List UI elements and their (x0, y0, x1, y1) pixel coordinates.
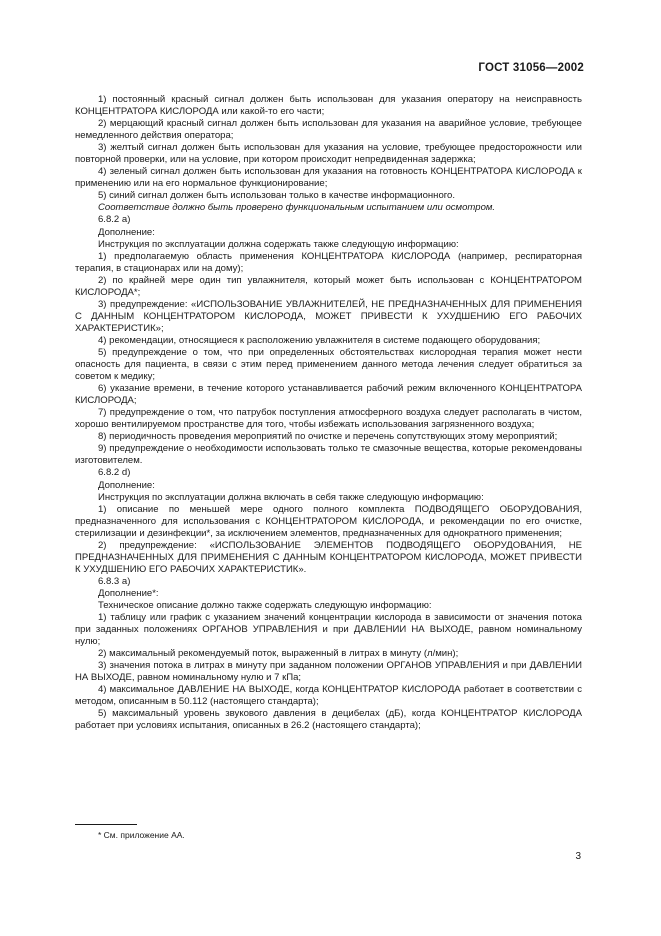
section-number: 6.8.2 d) (98, 467, 131, 479)
list-item: 4) максимальное ДАВЛЕНИЕ НА ВЫХОДЕ, когда КОНЦЕНТРАТОР КИСЛОРОДА работает в соответствии с методом, описанным в 50.112 (настоящего стандарта); (75, 684, 582, 708)
section-subheading: Дополнение: (98, 226, 155, 238)
list-item: 4) зеленый сигнал должен быть использован для указания на готовность КОНЦЕНТРАТОРА КИСЛОРОДА к применению или на его нормальное функционирование; (75, 166, 582, 190)
section-intro: Техническое описание должно также содержать следующую информацию: (98, 599, 432, 611)
list-item: 1) предполагаемую область применения КОНЦЕНТРАТОРА КИСЛОРОДА (например, респираторная терапия, в стационарах или на дому); (75, 250, 582, 274)
section-number: 6.8.2 а) (98, 214, 131, 226)
list-item: 1) постоянный красный сигнал должен быть использован для указания оператору на неисправность КОНЦЕНТРАТОРА КИСЛОРОДА или какой-то его части; (75, 94, 582, 118)
list-item: 1) описание по меньшей мере одного полного комплекта ПОДВОДЯЩЕГО ОБОРУДОВАНИЯ, предназначенного для использования с КОНЦЕНТРАТОРОМ КИСЛОРОДА, и рекомендации по его очистке, стерилизации и дезинфекции*, за исключением элементов, предназначенных для однократного применения; (75, 503, 582, 539)
list-item: 5) максимальный уровень звукового давления в децибелах (дБ), когда КОНЦЕНТРАТОР КИСЛОРОДА работает при условиях испытания, описанных в 26.2 (настоящего стандарта); (75, 708, 582, 732)
footnote-divider (75, 824, 137, 825)
list-item: 3) желтый сигнал должен быть использован для указания на условие, требующее предосторожности или повторной проверки, или на условие, при котором происходит непредвиденная задержка; (75, 142, 582, 166)
list-item: 6) указание времени, в течение которого устанавливается рабочий режим включенного КОНЦЕНТРАТОРА КИСЛОРОДА; (75, 383, 582, 407)
page-number: 3 (575, 851, 581, 862)
section-intro: Инструкция по эксплуатации должна содержать также следующую информацию: (98, 238, 459, 250)
section-intro: Инструкция по эксплуатации должна включать в себя также следующую информацию: (98, 491, 484, 503)
list-item: 2) по крайней мере один тип увлажнителя, который может быть использован с КОНЦЕНТРАТОРОМ КИСЛОРОДА*; (75, 274, 582, 298)
list-item: 5) предупреждение о том, что при определенных обстоятельствах кислородная терапия может нести опасность для пациента, в связи с этим перед применением данного метода лечения следует обратиться за советом к медику; (75, 346, 582, 383)
list-item: 1) таблицу или график с указанием значений концентрации кислорода в зависимости от значения потока при заданных положениях ОРГАНОВ УПРАВЛЕНИЯ и при ДАВЛЕНИИ НА ВЫХОДЕ, равном номинальному нулю; (75, 612, 582, 648)
list-item: 9) предупреждение о необходимости использовать только те смазочные вещества, которые рекомендованы изготовителем. (75, 443, 582, 467)
list-item: 8) периодичность проведения мероприятий по очистке и перечень сопутствующих этому мероприятий; (98, 431, 558, 443)
list-item: 4) рекомендации, относящиеся к расположению увлажнителя в системе подающего оборудования; (98, 334, 541, 346)
list-item: 3) предупреждение: «ИСПОЛЬЗОВАНИЕ УВЛАЖНИТЕЛЕЙ, НЕ ПРЕДНАЗНАЧЕННЫХ ДЛЯ ПРИМЕНЕНИЯ С ДАННЫМ КОНЦЕНТРАТОРОМ КИСЛОРОДА, МОЖЕТ ПРИВЕСТИ К УХУДШЕНИЮ ЕГО РАБОЧИХ ХАРАКТЕРИСТИК»; (75, 298, 582, 334)
section-subheading: Дополнение*: (98, 587, 159, 599)
compliance-note: Соответствие должно быть проверено функциональным испытанием или осмотром. (98, 202, 496, 214)
list-item: 2) максимальный рекомендуемый поток, выраженный в литрах в минуту (л/мин); (98, 648, 459, 660)
standard-header: ГОСТ 31056—2002 (478, 62, 584, 74)
list-item: 5) синий сигнал должен быть использован только в качестве информационного. (98, 190, 455, 202)
section-subheading: Дополнение: (98, 479, 155, 491)
section-number: 6.8.3 а) (98, 575, 131, 587)
list-item: 3) значения потока в литрах в минуту при заданном положении ОРГАНОВ УПРАВЛЕНИЯ и при ДАВЛЕНИИ НА ВЫХОДЕ, равном номинальному нулю и 7 кПа; (75, 660, 582, 684)
list-item: 7) предупреждение о том, что патрубок поступления атмосферного воздуха следует располагать в чистом, хорошо вентилируемом пространстве для того, чтобы избежать использования загрязненного воздуха; (75, 407, 582, 431)
list-item: 2) мерцающий красный сигнал должен быть использован для указания на аварийное условие, требующее немедленного действия оператора; (75, 118, 582, 142)
list-item: 2) предупреждение: «ИСПОЛЬЗОВАНИЕ ЭЛЕМЕНТОВ ПОДВОДЯЩЕГО ОБОРУДОВАНИЯ, НЕ ПРЕДНАЗНАЧЕННЫХ ДЛЯ ПРИМЕНЕНИЯ С ДАННЫМ КОНЦЕНТРАТОРОМ КИСЛОРОДА, МОЖЕТ ПРИВЕСТИ К УХУДШЕНИЮ ЕГО РАБОЧИХ ХАРАКТЕРИСТИК». (75, 539, 582, 575)
document-body (75, 94, 582, 732)
footnote: * См. приложение АА. (98, 830, 185, 840)
